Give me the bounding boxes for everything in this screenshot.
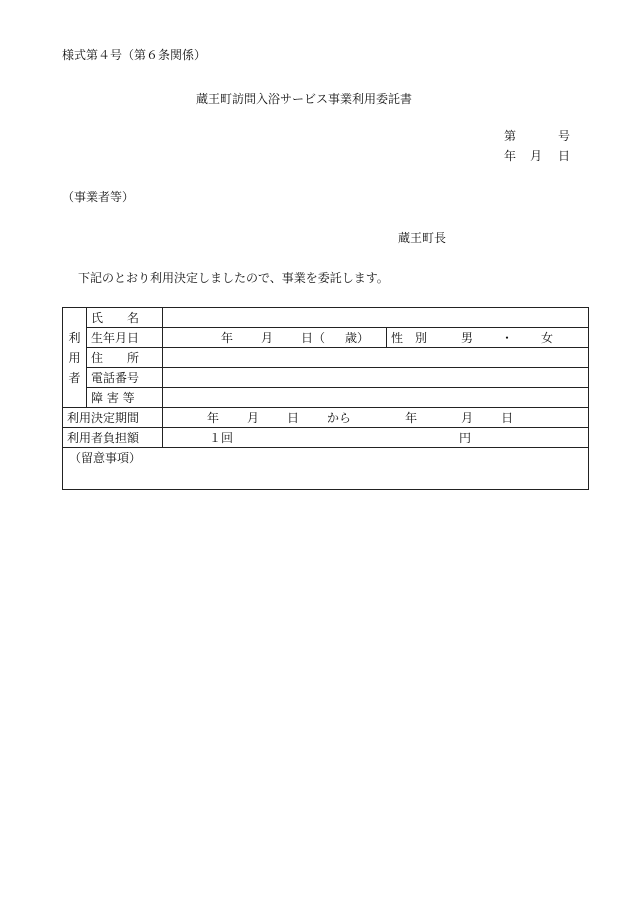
period-start-year: 年 [207,410,220,425]
period-label: 利用決定期間 [63,408,163,428]
gender-label: 性 別 [391,330,428,345]
phone-label: 電話番号 [87,368,163,388]
birth-year: 年 [221,330,234,345]
consignment-table [62,307,589,490]
disability-value [163,388,589,408]
name-value [163,308,589,328]
date-month: 月 [530,149,543,163]
table-row [63,308,589,328]
form-number: 様式第４号（第６条関係） [62,48,207,62]
table-row [63,408,589,428]
user-label-char: 用 [68,350,81,365]
birth-age: 歳） [345,330,370,345]
address-label: 住 所 [87,348,163,368]
document-number-go: 号 [558,129,571,143]
addressee: （事業者等） [62,190,135,204]
period-start-month: 月 [247,410,260,425]
remarks-label: （留意事項） [69,451,142,465]
body-text: 下記のとおり利用決定しましたので、事業を委託します。 [78,271,389,285]
period-end-day: 日 [501,410,514,425]
gender-female: 女 [541,330,554,345]
table-row [63,328,589,348]
name-label: 氏 名 [87,308,163,328]
table-row [63,388,589,408]
user-label-char: 者 [68,370,81,385]
table-row [63,448,589,490]
period-value [163,408,589,428]
document-title: 蔵王町訪問入浴サービス事業利用委託書 [196,92,413,106]
period-from: から [327,410,352,425]
period-end-month: 月 [461,410,474,425]
date-year: 年 [504,149,517,163]
disability-label: 障 害 等 [87,388,163,408]
birth-day: 日（ [301,330,326,345]
phone-value [163,368,589,388]
gender-male: 男 [461,330,474,345]
period-start-day: 日 [287,410,300,425]
burden-once: １回 [209,430,234,445]
issuer: 蔵王町長 [398,231,447,245]
document-number-dai: 第 [504,129,517,143]
address-value [163,348,589,368]
remarks-cell [63,448,589,490]
user-label-cell [63,308,87,408]
user-label-char: 利 [68,330,81,345]
table-row [63,368,589,388]
burden-value [163,428,589,448]
table-row [63,428,589,448]
birth-month: 月 [261,330,274,345]
birth-value [163,328,387,348]
gender-dot: ・ [501,330,514,345]
table-row [63,348,589,368]
burden-yen: 円 [459,430,472,445]
period-end-year: 年 [405,410,418,425]
gender-field [387,328,589,348]
date-day: 日 [558,149,571,163]
burden-label: 利用者負担額 [63,428,163,448]
birth-label: 生年月日 [87,328,163,348]
